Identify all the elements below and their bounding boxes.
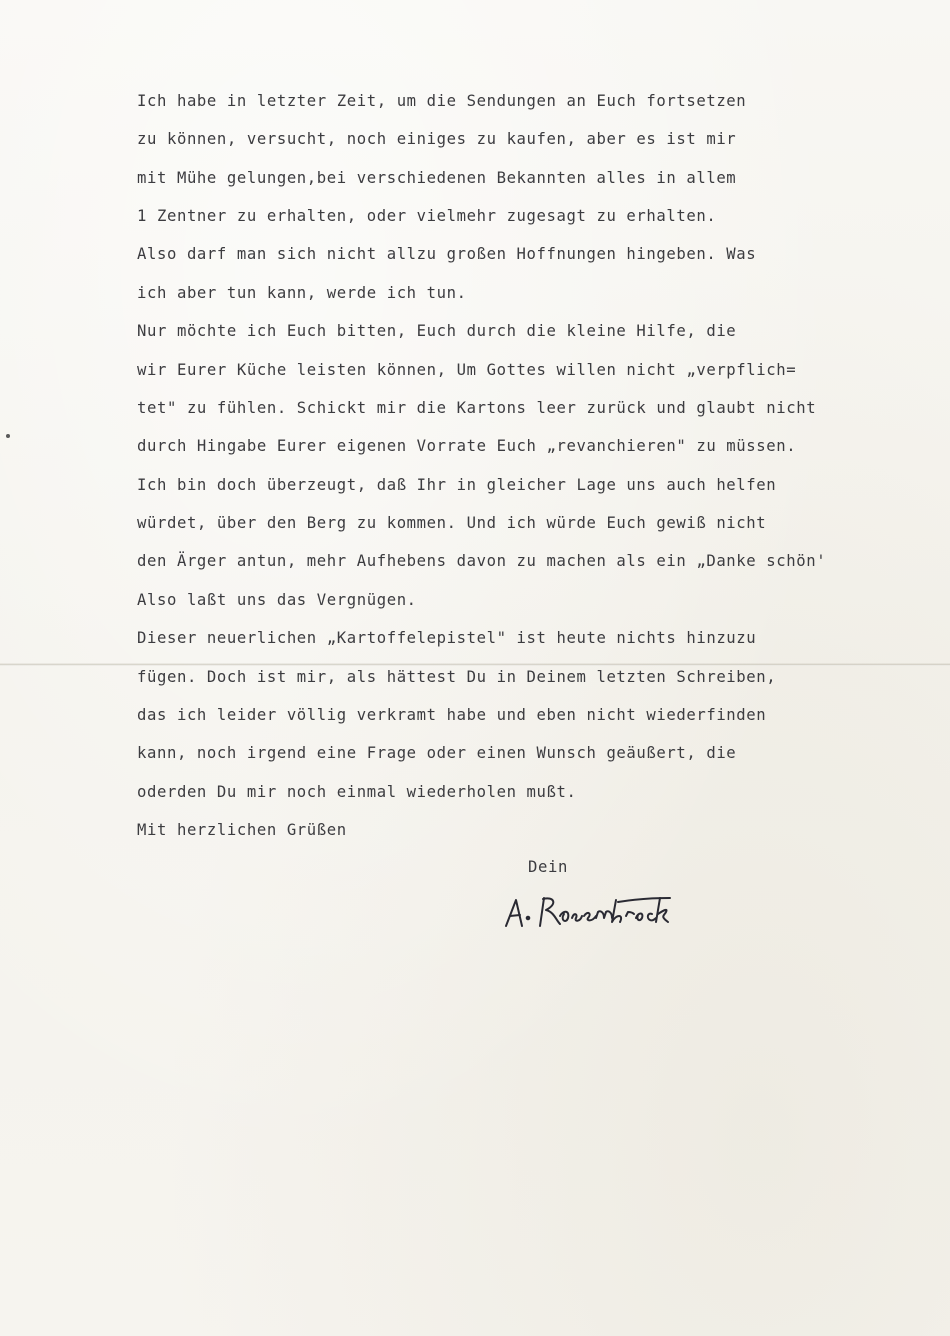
letter-line: den Ärger antun, mehr Aufhebens davon zu machen als ein „Danke schön'	[137, 552, 827, 570]
letter-line: durch Hingabe Eurer eigenen Vorrate Euch „revanchieren" zu müssen.	[137, 437, 797, 455]
letter-line: Nur möchte ich Euch bitten, Euch durch die kleine Hilfe, die	[137, 322, 737, 340]
letter-line: würdet, über den Berg zu kommen. Und ich würde Euch gewiß nicht	[137, 514, 767, 532]
letter-line: Dieser neuerlichen „Kartoffelepistel" ist heute nichts hinzuzu	[137, 629, 757, 647]
letter-line: mit Mühe gelungen,bei verschiedenen Bekannten alles in allem	[137, 169, 737, 187]
letter-line: ich aber tun kann, werde ich tun.	[137, 284, 467, 302]
letter-line: Ich bin doch überzeugt, daß Ihr in gleicher Lage uns auch helfen	[137, 476, 777, 494]
letter-line: fügen. Doch ist mir, als hättest Du in Deinem letzten Schreiben,	[137, 668, 777, 686]
letter-line: Ich habe in letzter Zeit, um die Sendungen an Euch fortsetzen	[137, 92, 747, 110]
letter-line: wir Eurer Küche leisten können, Um Gottes willen nicht „verpflich=	[137, 361, 797, 379]
letter-body	[137, 89, 950, 839]
letter-line: zu können, versucht, noch einiges zu kaufen, aber es ist mir	[137, 130, 737, 148]
handwritten-signature	[500, 888, 680, 934]
letter-line: das ich leider völlig verkramt habe und eben nicht wiederfinden	[137, 706, 767, 724]
closing-word: Dein	[528, 858, 568, 876]
letter-line: Also darf man sich nicht allzu großen Hoffnungen hingeben. Was	[137, 245, 757, 263]
paper-punch-mark	[6, 434, 10, 438]
letter-line: oderden Du mir noch einmal wiederholen mußt.	[137, 783, 577, 801]
letter-line: tet" zu fühlen. Schickt mir die Kartons leer zurück und glaubt nicht	[137, 399, 817, 417]
letter-line: Mit herzlichen Grüßen	[137, 821, 347, 839]
letter-line: 1 Zentner zu erhalten, oder vielmehr zugesagt zu erhalten.	[137, 207, 717, 225]
letter-line: kann, noch irgend eine Frage oder einen Wunsch geäußert, die	[137, 744, 737, 762]
letter-line: Also laßt uns das Vergnügen.	[137, 591, 417, 609]
